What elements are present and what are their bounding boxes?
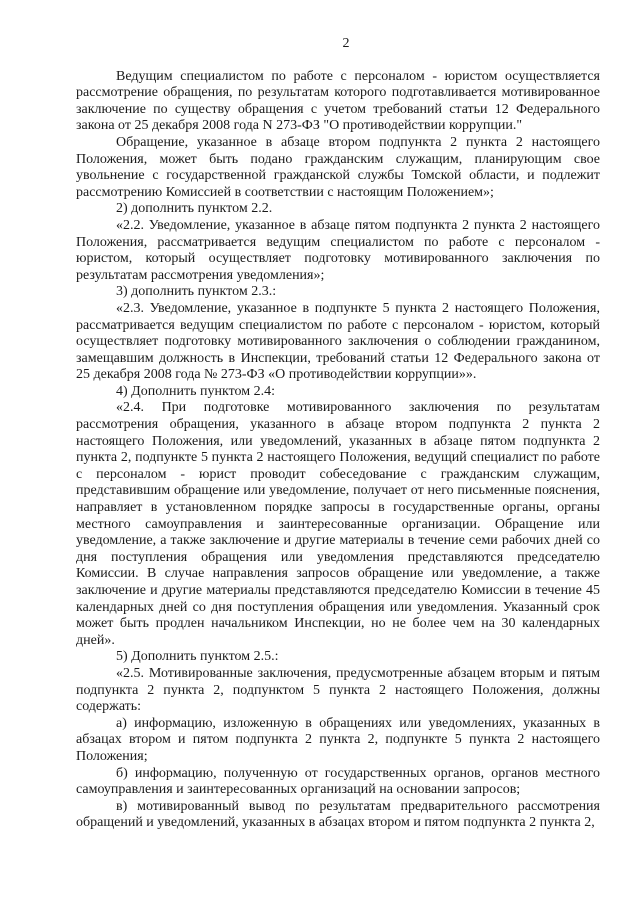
paragraph-amendment-3: 3) дополнить пунктом 2.3.: (116, 284, 277, 300)
paragraph-item-a: а) информацию, изложенную в обращениях или уведомлениях, указанных в абзацах втором и пятом подпункта 2 пункта 2, подпункте 5 пункта 2 настоящего Положения; (76, 715, 600, 764)
paragraph-appeal-on-dismissal: Обращение, указанное в абзаце втором подпункта 2 пункта 2 настоящего Положения, может быть подано гражданским служащим, планирующим свое увольнение с государственной гражданской службы Томской области, и подлежит рассмотрению Комиссией в соответствии с настоящим Положением»; (76, 134, 600, 200)
paragraph-item-v: в) мотивированный вывод по результатам предварительного рассмотрения обращений и уведомлений, указанных в абзацах втором и пятом подпункта 2 пункта 2, (76, 798, 600, 831)
paragraph-clause-2-5: «2.5. Мотивированные заключения, предусмотренные абзацем вторым и пятым подпункта 2 пункта 2, подпунктом 5 пункта 2 настоящего Положения, должны содержать: (76, 665, 600, 715)
paragraph-clause-2-4: «2.4. При подготовке мотивированного заключения по результатам рассмотрения обращения, указанного в абзаце втором подпункта 2 пункта 2 настоящего Положения, или уведомлений, указанных в абзаце пятом подпункта 2 пункта 2, подпункте 5 пункта 2 настоящего Положения, ведущий специалист по работе с персоналом - юрист проводит собеседование с гражданским служащим, представившим обращение или уведомление, получает от него письменные пояснения, направляет в установленном порядке запросы в государственные органы, органы местного самоуправления и заинтересованные организации. Обращение или уведомление, а также заключение и другие материалы в течение семи рабочих дней со дня поступления обращения или уведомления представляются председателю Комиссии. В случае направления запросов обращение или уведомление, а также заключение и другие материалы представляются председателю Комиссии в течение 45 календарных дней со дня поступления обращения или уведомления. Указанный срок может быть продлен начальником Инспекции, но не более чем на 30 календарных дней». (76, 400, 600, 648)
paragraph-clause-2-3: «2.3. Уведомление, указанное в подпункте 5 пункта 2 настоящего Положения, рассматривается ведущим специалистом по работе с персоналом - юристом, который осуществляет подготовку мотивированного заключения о соблюдении гражданином, замещавшим должность в Инспекции, требований статьи 12 Федерального закона от 25 декабря 2008 года № 273-ФЗ «О противодействии коррупции»». (76, 300, 600, 383)
paragraph-amendment-4: 4) Дополнить пунктом 2.4: (116, 383, 276, 399)
paragraph-review-by-specialist: Ведущим специалистом по работе с персоналом - юристом осуществляется рассмотрение обращения, по результатам которого подготавливается мотивированное заключение по существу обращения с учетом требований статьи 12 Федерального закона от 25 декабря 2008 года N 273-ФЗ "О противодействии коррупции." (76, 68, 600, 134)
paragraph-amendment-5: 5) Дополнить пунктом 2.5.: (116, 649, 279, 665)
paragraph-item-b: б) информацию, полученную от государственных органов, органов местного самоуправления и заинтересованных организаций на основании запросов; (76, 765, 600, 798)
page-number: 2 (342, 36, 350, 51)
paragraph-amendment-2: 2) дополнить пунктом 2.2. (116, 201, 273, 217)
paragraph-clause-2-2: «2.2. Уведомление, указанное в абзаце пятом подпункта 2 пункта 2 настоящего Положения, рассматривается ведущим специалистом по работе с персоналом - юристом, который осуществляет подготовку мотивированного заключения по результатам рассмотрения уведомления»; (76, 217, 600, 283)
